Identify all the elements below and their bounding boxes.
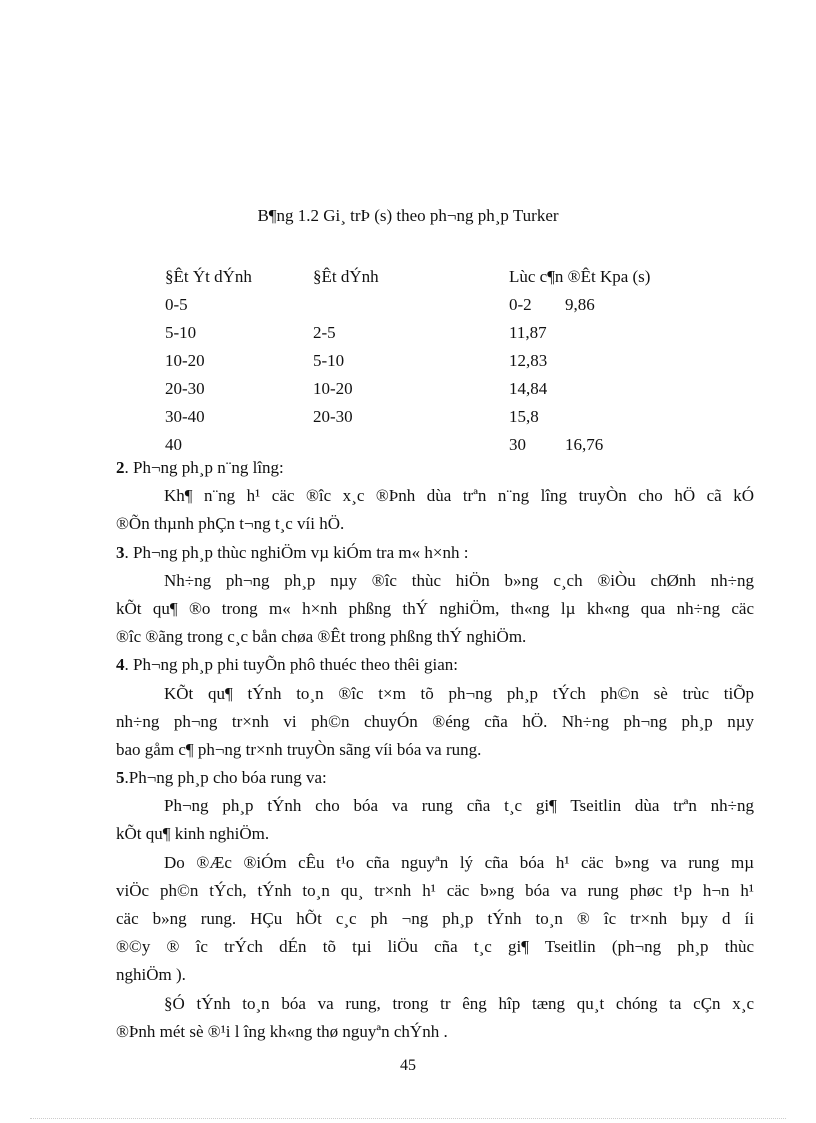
cell-non-cohesive: 30-40 [165,407,205,426]
text-line [116,849,754,877]
line-text: . Ph¬ng ph¸p phi tuyÕn phô thuéc theo thêi gian: [124,655,458,675]
table-header-row [165,263,665,291]
cell-non-cohesive: 20-30 [165,379,205,398]
table-row [165,291,665,319]
text-line [116,736,754,764]
header-cell-soil-cohesive: §Êt dÝnh [313,267,379,286]
text-line [116,482,754,510]
line-text: ®©y ® îc trÝch dÉn tõ tµi liÖu cña t¸c gi¶ Tseitlin (ph¬ng ph¸p thùc [116,937,754,957]
text-line [116,933,754,961]
cell-resistance: 11,87 [509,323,547,342]
table-row [165,403,665,431]
footer-divider [30,1118,786,1119]
section-number: 3 [116,542,125,562]
section-number: 2 [116,458,125,477]
text-line [116,595,754,623]
line-text: §Ó tÝnh to¸n bóa va rung, trong tr êng hîp tæng qu¸t chóng ta cÇn x¸c [164,993,754,1013]
cell-cohesive: 5-10 [313,351,345,370]
page-number: 45 [400,1057,416,1074]
table-caption: B¶ng 1.2 Gi¸ trÞ (s) theo ph¬ng ph¸p Turker [257,206,559,225]
text-line [116,961,754,989]
text-line [116,510,754,538]
section-number: 5 [116,768,125,788]
cell-value: 16,76 [565,435,604,454]
line-text: nh÷ng ph¬ng tr×nh vi ph©n chuyÓn ®éng cña hÖ. Nh÷ng ph¬ng ph¸p nµy [116,711,754,731]
text-line [116,905,754,933]
text-line [116,820,754,848]
line-text: . Ph¬ng ph¸p n¨ng lîng: [124,458,284,477]
cell-cohesive: 2-5 [313,323,336,342]
section-number: 4 [116,655,125,675]
line-text: Kh¶ n¨ng h¹ cäc ®îc x¸c ®Þnh dùa trªn n¨ng lîng truyÒn cho hÖ cã kÓ [164,486,754,506]
cell-resistance: 0-2 [509,295,532,314]
line-text: . Ph¬ng ph¸p thùc nghiÖm vµ kiÓm tra m« h×nh : [124,542,469,562]
cell-non-cohesive: 40 [165,435,182,454]
table-row [165,375,665,403]
line-text: ®îc ®ãng trong c¸c bån chøa ®Êt trong phßng thÝ nghiÖm. [116,627,527,647]
cell-resistance: 15,8 [509,407,539,426]
cell-cohesive: 10-20 [313,379,353,398]
line-text: bao gåm c¶ ph¬ng tr×nh truyÒn sãng víi bóa va rung. [116,739,482,759]
cell-non-cohesive: 0-5 [165,295,188,314]
text-line [116,877,754,905]
line-text: .Ph¬ng ph¸p cho bóa rung va: [124,768,327,788]
line-text: kÕt qu¶ ®o trong m« h×nh phßng thÝ nghiÖm, th«ng lµ kh«ng qua nh÷ng cäc [116,598,754,618]
line-text: nghiÖm ). [116,965,186,985]
text-line [116,990,754,1018]
body-text [116,454,754,1046]
text-line [116,623,754,651]
text-line [116,792,754,820]
section-heading [116,764,754,792]
cell-cohesive: 20-30 [313,407,353,426]
cell-value: 9,86 [565,295,595,314]
line-text: viÖc ph©n tÝch, tÝnh to¸n qu¸ tr×nh h¹ cäc b»ng bóa va rung phøc t¹p h¬n h¹ [116,880,754,900]
line-text: KÕt qu¶ tÝnh to¸n ®îc t×m tõ ph¬ng ph¸p tÝch ph©n sè trùc tiÕp [164,683,754,703]
cell-non-cohesive: 10-20 [165,351,205,370]
header-cell-resistance: Lùc c¶n ®Êt Kpa (s) [509,267,651,286]
cell-non-cohesive: 5-10 [165,323,197,342]
text-line [116,1018,754,1046]
text-line [116,567,754,595]
table-body [165,291,665,459]
table-row [165,319,665,347]
cell-resistance: 14,84 [509,379,548,398]
header-cell-soil-non-cohesive: §Êt Ýt dÝnh [165,267,252,286]
data-table [165,263,665,459]
section-heading [116,651,754,679]
table-row [165,347,665,375]
line-text: kÕt qu¶ kinh nghiÖm. [116,824,270,844]
cell-resistance: 12,83 [509,351,548,370]
section-heading [116,454,754,482]
line-text: Do ®Æc ®iÓm cÊu t¹o cña nguyªn lý cña bóa h¹ cäc b»ng va rung mµ [164,852,754,872]
line-text: Nh÷ng ph¬ng ph¸p nµy ®îc thùc hiÖn b»ng c¸ch ®iÒu chØnh nh÷ng [164,570,754,590]
line-text: ®Þnh mét sè ®¹i l îng kh«ng thø nguyªn chÝnh . [116,1021,448,1041]
text-line [116,680,754,708]
line-text: ®Õn thµnh phÇn t¬ng t¸c víi hÖ. [116,514,345,534]
cell-resistance: 30 [509,435,526,454]
text-line [116,708,754,736]
section-heading [116,539,754,567]
line-text: cäc b»ng rung. HÇu hÕt c¸c ph ¬ng ph¸p tÝnh to¸n ® îc tr×nh bµy d íi [116,909,754,928]
line-text: Ph¬ng ph¸p tÝnh cho bóa va rung cña t¸c gi¶ Tseitlin dùa trªn nh÷ng [164,796,754,816]
